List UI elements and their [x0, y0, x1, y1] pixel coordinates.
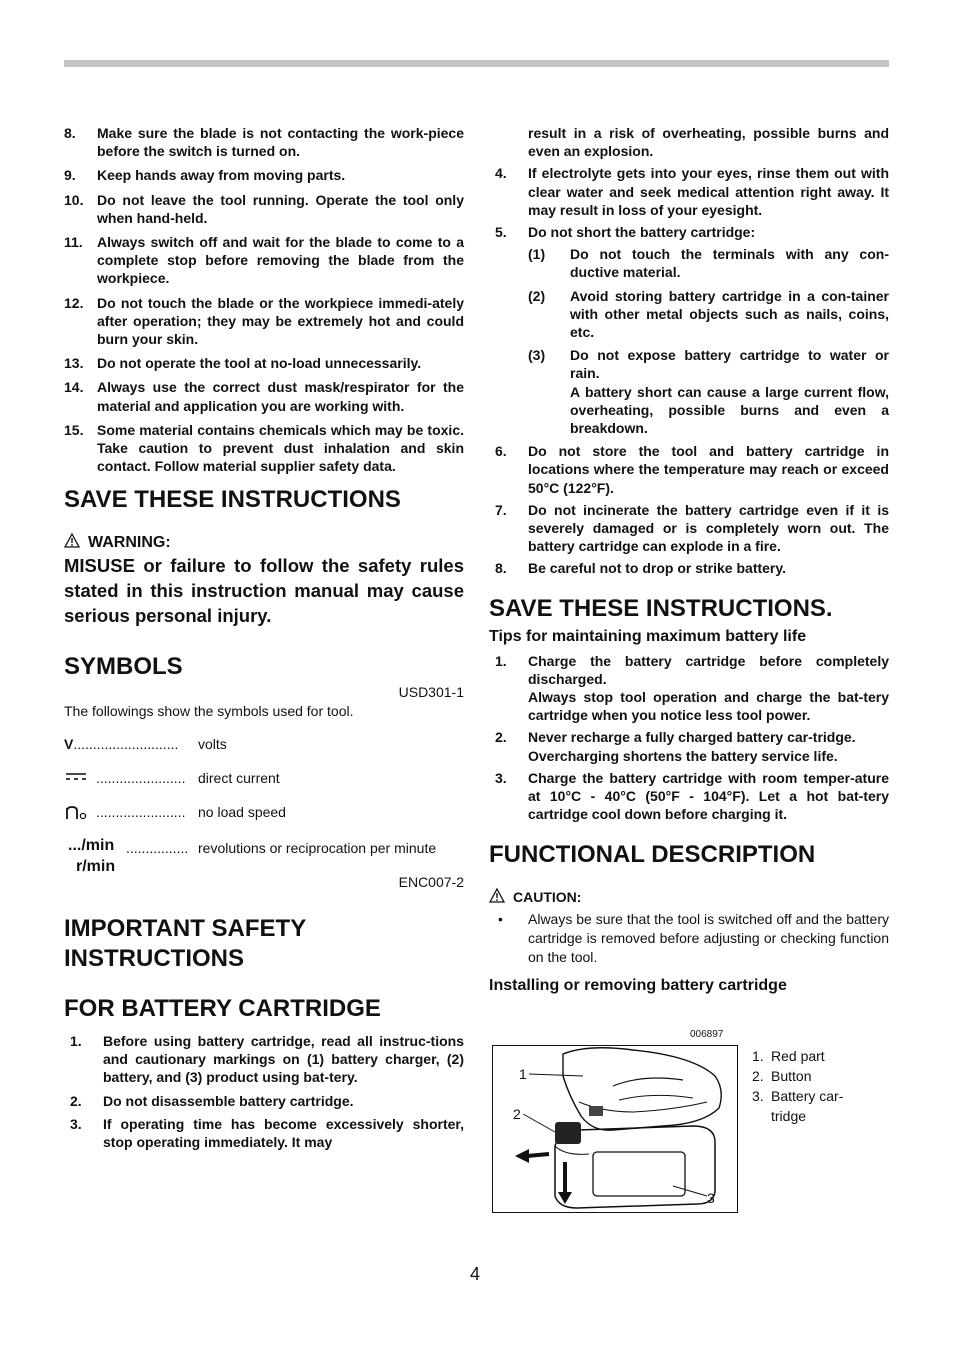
list-item-continued: result in a risk of overheating, possible burns and even an explosion.	[528, 125, 889, 160]
list-item: 15. Some material contains chemicals which may be toxic. Take caution to prevent dust inhalation and skin contact. Follow material supplier safety data.	[64, 421, 464, 475]
save-instructions-heading: SAVE THESE INSTRUCTIONS	[64, 486, 401, 514]
safety-list-continued	[64, 124, 464, 475]
legend-item: 2. Button	[752, 1068, 812, 1084]
left-column	[64, 124, 464, 1157]
warning-title: WARNING:	[64, 533, 464, 553]
right-column	[489, 124, 889, 995]
list-item: 10. Do not leave the tool running. Operate the tool only when hand-held.	[64, 191, 464, 226]
figure-code: 006897	[690, 1029, 724, 1040]
symbols-code-2: ENC007-2	[398, 873, 464, 890]
list-item: 6. Do not store the tool and battery cartridge in locations where the temperature may reach or exceed 50°C (122°F).	[495, 443, 889, 496]
caution-title: CAUTION:	[489, 888, 889, 906]
list-item: 4. If electrolyte gets into your eyes, rinse them out with clear water and seek medical attention right away. It may result in loss of your eyesight.	[495, 165, 889, 218]
warning-triangle-icon	[64, 533, 80, 553]
tips-heading: Tips for maintaining maximum battery life	[489, 627, 807, 645]
list-item: 1. Before using battery cartridge, read all instruc-tions and cautionary markings on (1) battery charger, (2) battery, and (3) product using bat-tery.	[70, 1032, 464, 1086]
symbols-intro: The followings show the symbols used for tool.	[64, 703, 354, 720]
list-item: 11. Always switch off and wait for the blade to come to a complete stop before removing the blade from the workpiece.	[64, 234, 464, 287]
figure-label-1: 1	[519, 1066, 527, 1082]
direct-current-icon	[64, 769, 96, 787]
battery-cartridge-figure	[492, 1045, 738, 1213]
legend-item: 3. Battery car- tridge	[752, 1088, 844, 1124]
caution-bullet: • Always be sure that the tool is switched off and the battery cartridge is removed before adjusting or checking function on the tool.	[498, 910, 889, 965]
symbols-table	[64, 735, 464, 877]
battery-cartridge-heading: FOR BATTERY CARTRIDGE	[64, 994, 381, 1022]
list-item: 3. If operating time has become excessively shorter, stop operating immediately. It may	[70, 1115, 464, 1150]
battery-illustration	[493, 1046, 737, 1212]
sub-item: (1) Do not touch the terminals with any con-ductive material.	[528, 246, 889, 281]
symbol-row-rpm: .../min r/min ................ revolutions or reciprocation per minute	[68, 836, 437, 875]
sub-item: (2) Avoid storing battery cartridge in a con-tainer with other metal objects such as nails, coins, etc.	[528, 287, 889, 341]
symbols-code: USD301-1	[398, 684, 464, 701]
warning-body: MISUSE or failure to follow the safety rules stated in this instruction manual may cause serious personal injury.	[64, 555, 464, 627]
tips-list	[489, 652, 889, 824]
figure-label-2: 2	[513, 1106, 521, 1122]
symbol-row-volts: V ........................... volts	[64, 735, 227, 752]
list-item: 2. Never recharge a fully charged battery car-tridge. Overcharging shortens the battery service life.	[495, 729, 856, 764]
list-item: 3. Charge the battery cartridge with room temper-ature at 10°C - 40°C (50°F - 104°F). Let a hot bat-tery cartridge cool down before charging it.	[495, 769, 889, 823]
list-item: 5. Do not short the battery cartridge:	[495, 224, 756, 241]
save-instructions-heading-2: SAVE THESE INSTRUCTIONS.	[489, 594, 833, 622]
battery-safety-list	[64, 1032, 464, 1151]
important-safety-heading: IMPORTANT SAFETY INSTRUCTIONS	[64, 914, 307, 972]
sub-item: (3) Do not expose battery cartridge to water or rain. A battery short can cause a large current flow, overheating, possible burns and even a breakdown.	[528, 347, 889, 437]
list-item: 9. Keep hands away from moving parts.	[64, 167, 346, 184]
symbol-row-dc: ....................... direct current	[64, 769, 464, 803]
list-item: 12. Do not touch the blade or the workpiece immedi-ately after operation; they may be extremely hot and could burn your skin.	[64, 294, 464, 348]
list-item: 8. Be careful not to drop or strike battery.	[495, 560, 787, 577]
symbols-heading: SYMBOLS	[64, 653, 183, 681]
page-number: 4	[470, 1264, 481, 1284]
list-item: 7. Do not incinerate the battery cartridge even if it is severely damaged or is completely worn out. The battery cartridge can explode in a fire.	[495, 501, 889, 555]
figure-legend	[752, 1046, 843, 1126]
list-item: 1. Charge the battery cartridge before completely discharged. Always stop tool operation and charge the bat-tery cartridge when you notice less tool power.	[495, 652, 889, 724]
header-rule	[64, 60, 889, 67]
list-item: 14. Always use the correct dust mask/respirator for the material and application you are working with.	[64, 379, 464, 414]
install-heading: Installing or removing battery cartridge	[489, 976, 787, 994]
legend-item: 1. Red part	[752, 1048, 825, 1064]
functional-description-heading: FUNCTIONAL DESCRIPTION	[489, 840, 816, 868]
list-item: 13. Do not operate the tool at no-load unnecessarily.	[64, 355, 422, 372]
caution-triangle-icon	[489, 888, 505, 906]
list-item: 2. Do not disassemble battery cartridge.	[70, 1092, 354, 1109]
list-item: 8. Make sure the blade is not contacting the work-piece before the switch is turned on.	[64, 125, 464, 160]
no-load-speed-icon	[64, 803, 96, 825]
figure-label-3: 3	[707, 1190, 715, 1206]
symbol-row-no-load: ....................... no load speed	[64, 803, 464, 835]
